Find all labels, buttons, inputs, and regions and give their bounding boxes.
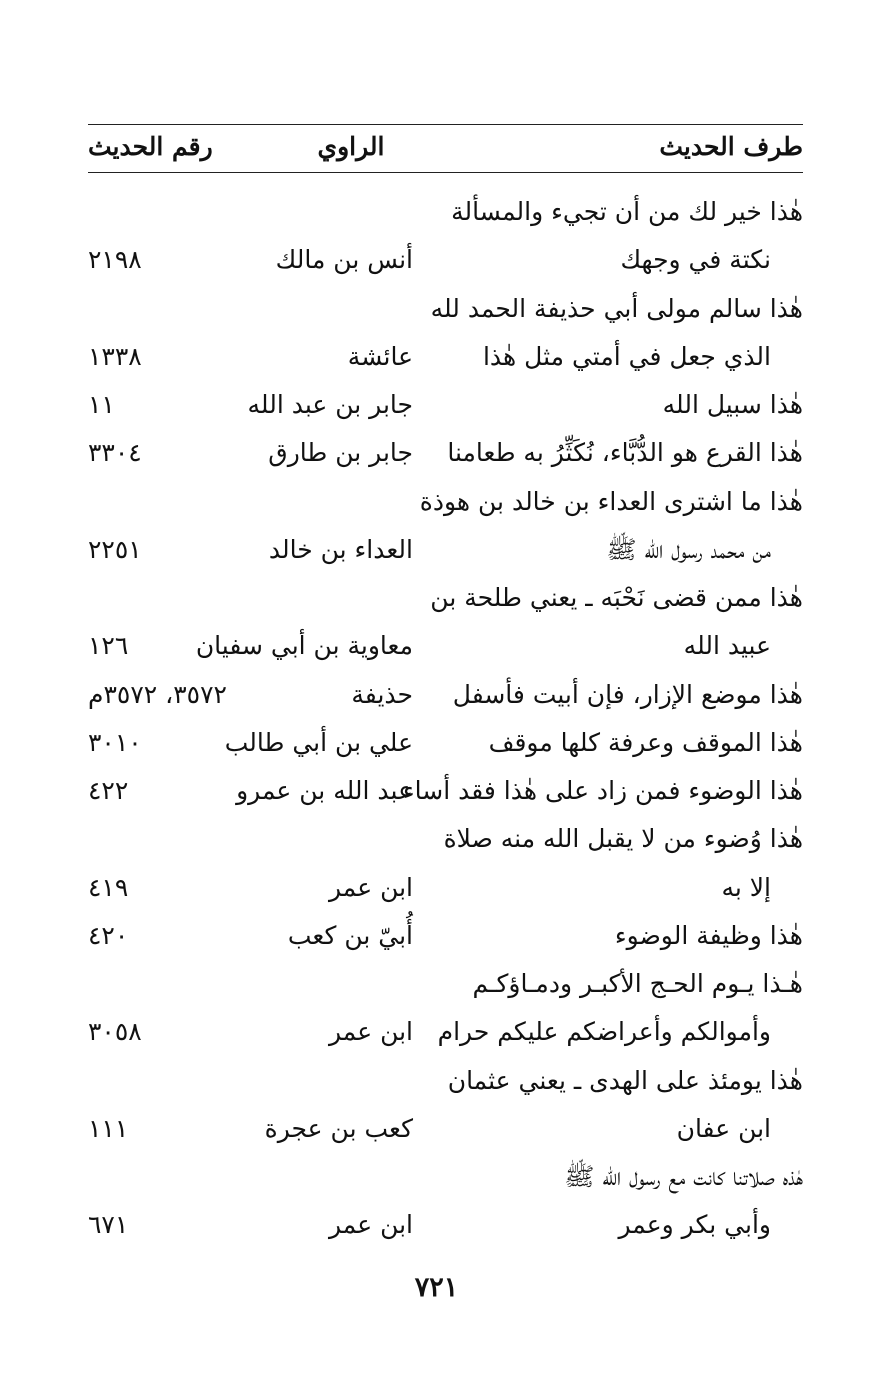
hadith-text: هٰذا موضع الإزار، فإن أبيت فأسفل (452, 679, 803, 709)
hadith-text: هٰـذا يـوم الحـج الأكبـر ودمـاؤكـم (472, 969, 803, 998)
hadith-number: ١٣٣٨ (88, 341, 142, 371)
table-row (0, 622, 873, 670)
narrator: جابر بن عبد الله (247, 390, 413, 419)
hadith-text: وأبي بكر وعمر (618, 1210, 771, 1240)
narrator: ابن عمر (328, 1210, 413, 1240)
table-row (0, 1201, 873, 1249)
hadith-text: هٰذا ممن قضى نَحْبَه ـ يعني طلحة بن (430, 583, 803, 612)
hadith-number: ١١١ (88, 1113, 129, 1143)
hadith-number: ٤٢٢ (88, 776, 129, 805)
hadith-text: إلا به (721, 872, 771, 902)
table-row (0, 526, 873, 574)
table-row (0, 1057, 873, 1105)
narrator: أنس بن مالك (275, 245, 413, 275)
table-row (0, 1105, 873, 1153)
narrator: معاوية بن أبي سفيان (195, 631, 413, 661)
hadith-text: عبيد الله (683, 631, 771, 661)
top-rule (88, 124, 803, 125)
table-row (0, 429, 873, 477)
hadith-text: من محمد رسول الله ﷺ (606, 534, 771, 564)
hadith-text: هٰذا خير لك من أن تجيء والمسألة (451, 197, 803, 226)
table-row (0, 1153, 873, 1201)
table-row (0, 188, 873, 236)
hadith-number: ٣٠٥٨ (88, 1017, 142, 1047)
hadith-number: ٤١٩ (88, 872, 129, 902)
narrator: أُبيّ بن كعب (287, 920, 413, 950)
hadith-text: هٰذه صلاتنا كانت مع رسول الله ﷺ (564, 1162, 803, 1191)
hadith-text: نكتة في وجهك (620, 245, 771, 275)
hadith-number: ٦٧١ (88, 1210, 129, 1240)
narrator: عبد الله بن عمرو (236, 776, 413, 805)
hadith-text: هٰذا الوضوء فمن زاد على هٰذا فقد أساء (402, 776, 803, 805)
table-row (0, 1008, 873, 1056)
narrator: ابن عمر (328, 1017, 413, 1047)
hadith-text: هٰذا القرع هو الدُّبَّاء، نُكَثِّرُ به طعامنا (447, 438, 803, 468)
table-row (0, 574, 873, 622)
table-row (0, 864, 873, 912)
hadith-text: هٰذا ما اشترى العداء بن خالد بن هوذة (419, 486, 803, 516)
table-row (0, 719, 873, 767)
header-number-label: رقم الحديث (88, 132, 213, 161)
hadith-text: ابن عفان (676, 1113, 771, 1143)
hadith-text: هٰذا سبيل الله (662, 390, 803, 419)
narrator: ابن عمر (328, 872, 413, 902)
table-row (0, 285, 873, 333)
hadith-number: ٢٢٥١ (88, 534, 142, 564)
header-rule (88, 172, 803, 173)
hadith-number: ٣٠١٠ (88, 727, 142, 757)
header-narrator-label: الراوي (317, 132, 385, 161)
table-row (0, 671, 873, 719)
hadith-text: هٰذا وظيفة الوضوء (614, 920, 803, 950)
narrator: العداء بن خالد (268, 534, 413, 564)
narrator: كعب بن عجرة (264, 1113, 413, 1143)
hadith-number: ٣٥٧٢، ٣٥٧٢م (88, 679, 227, 709)
page-number: ٧٢١ (414, 1272, 459, 1303)
hadith-number: ٤٢٠ (88, 920, 129, 950)
narrator: جابر بن طارق (268, 438, 413, 468)
hadith-text: وأموالكم وأعراضكم عليكم حرام (437, 1017, 771, 1047)
table-row (0, 333, 873, 381)
table-row (0, 960, 873, 1008)
hadith-number: ٣٣٠٤ (88, 438, 142, 468)
narrator: حذيفة (351, 679, 413, 709)
hadith-number: ٢١٩٨ (88, 245, 142, 275)
table-row (0, 381, 873, 429)
hadith-text: هٰذا وُضوء من لا يقبل الله منه صلاة (443, 824, 803, 854)
hadith-text: هٰذا سالم مولى أبي حذيفة الحمد لله (430, 293, 803, 323)
hadith-index-table (0, 188, 873, 1250)
header-hadith-label: طرف الحديث (659, 132, 803, 161)
hadith-text: هٰذا الموقف وعرفة كلها موقف (488, 727, 803, 757)
table-row (0, 912, 873, 960)
table-row (0, 236, 873, 284)
hadith-text: الذي جعل في أمتي مثل هٰذا (482, 341, 771, 371)
narrator: علي بن أبي طالب (224, 727, 413, 757)
narrator: عائشة (347, 341, 413, 371)
hadith-number: ١٢٦ (88, 631, 129, 661)
table-row (0, 478, 873, 526)
table-row (0, 815, 873, 863)
hadith-text: هٰذا يومئذ على الهدى ـ يعني عثمان (447, 1065, 803, 1095)
table-row (0, 767, 873, 815)
hadith-number: ١١ (88, 390, 115, 419)
